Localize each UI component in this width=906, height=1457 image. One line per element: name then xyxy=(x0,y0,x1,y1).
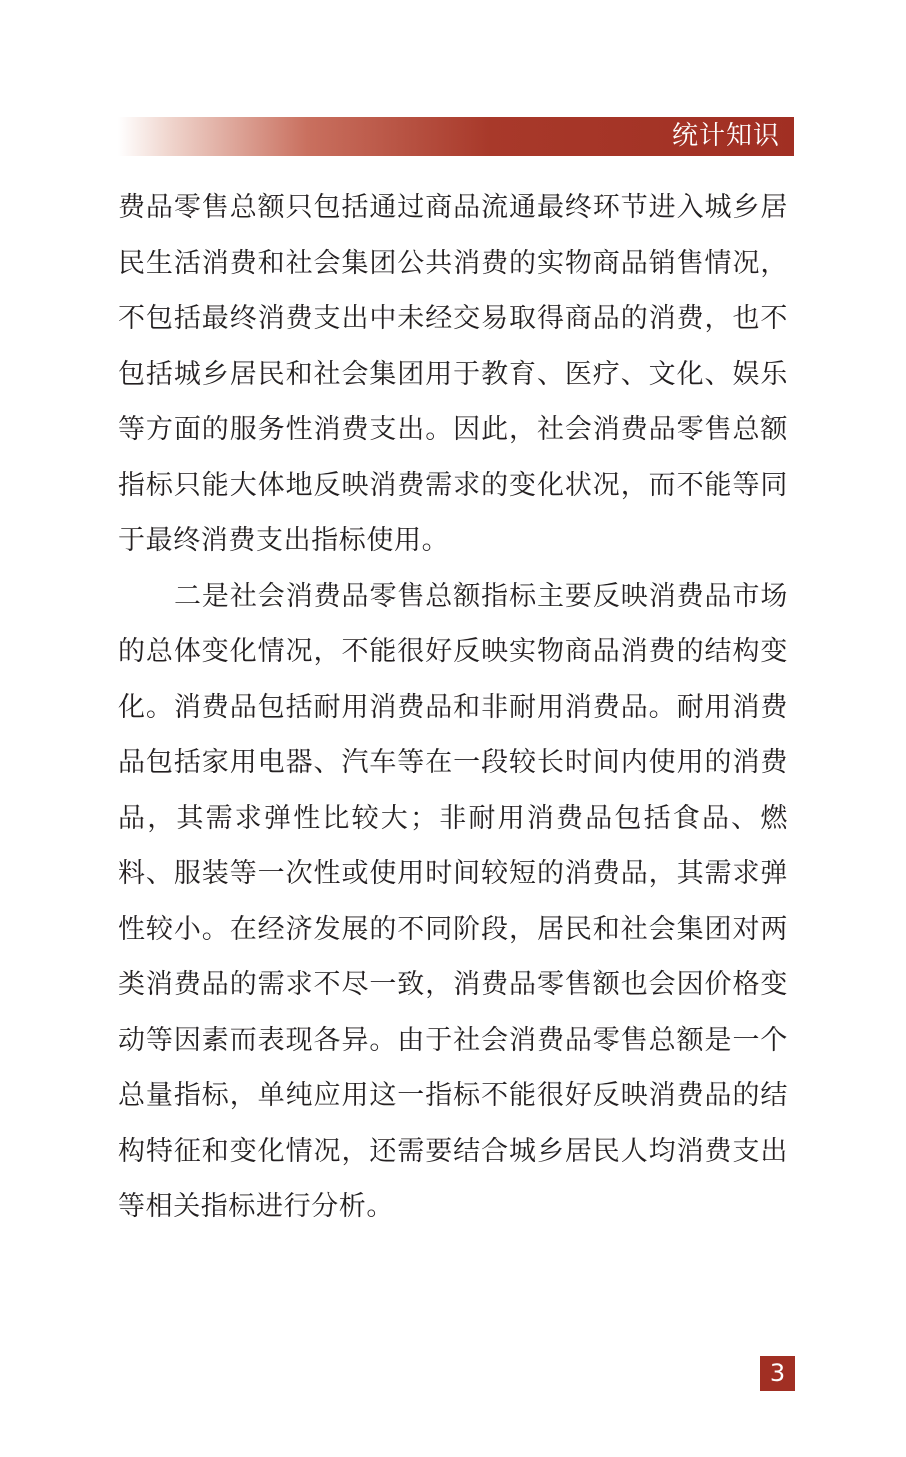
paragraph-continued: 费品零售总额只包括通过商品流通最终环节进入城乡居民生活消费和社会集团公共消费的实物商品销售情况，不包括最终消费支出中未经交易取得商品的消费，也不包括城乡居民和社会集团用于教育、医疗、文化、娱乐等方面的服务性消费支出。因此，社会消费品零售总额指标只能大体地反映消费需求的变化状况，而不能等同于最终消费支出指标使用。 xyxy=(118,192,788,556)
article-body xyxy=(118,180,788,1235)
paragraph-second-point: 二是社会消费品零售总额指标主要反映消费品市场的总体变化情况，不能很好反映实物商品消费的结构变化。消费品包括耐用消费品和非耐用消费品。耐用消费品包括家用电器、汽车等在一段较长时间内使用的消费品，其需求弹性比较大；非耐用消费品包括食品、燃料、服装等一次性或使用时间较短的消费品，其需求弹性较小。在经济发展的不同阶段，居民和社会集团对两类消费品的需求不尽一致，消费品零售额也会因价格变动等因素而表现各异。由于社会消费品零售总额是一个总量指标，单纯应用这一指标不能很好反映消费品的结构特征和变化情况，还需要结合城乡居民人均消费支出等相关指标进行分析。 xyxy=(118,580,788,1222)
section-title: 统计知识 xyxy=(671,121,780,151)
page-number-badge: 3 xyxy=(760,1356,795,1391)
section-header-band xyxy=(118,117,794,156)
